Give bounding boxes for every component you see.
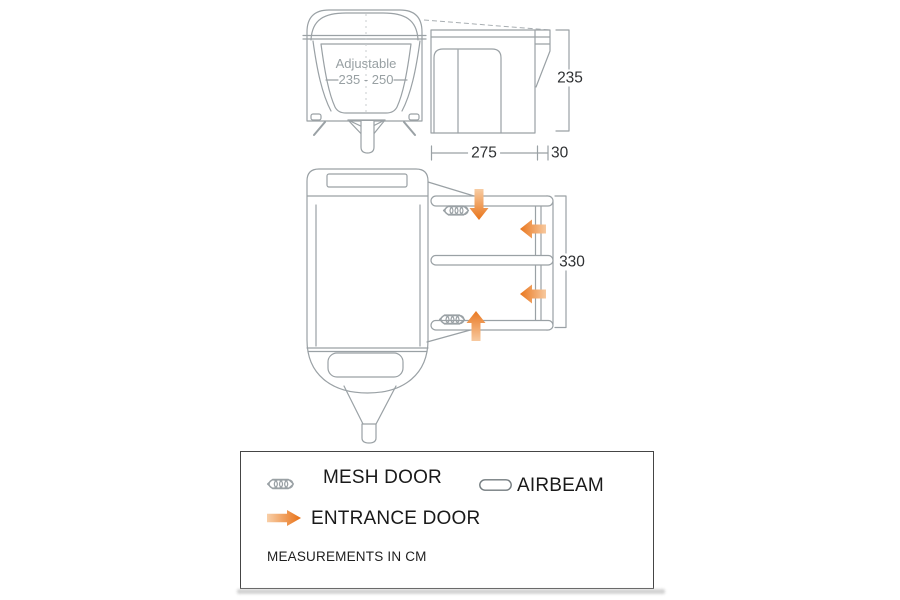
dimension-depth-value: 275 <box>468 144 500 161</box>
dimension-width-value: 330 <box>556 253 588 270</box>
mesh-door-icon-bottom <box>440 315 465 324</box>
entrance-door-icon <box>267 510 301 526</box>
caravan-rear-window <box>327 174 407 187</box>
caravan-rail-profile <box>535 30 550 87</box>
adjustable-label: Adjustable <box>335 55 397 71</box>
airbeam-label: AIRBEAM <box>517 475 604 496</box>
hitch-coupling <box>362 424 376 443</box>
awning-side-outline <box>431 30 535 133</box>
airbeam-middle <box>431 256 553 266</box>
measurements-note: MEASUREMENTS IN CM <box>267 549 427 564</box>
mesh-door-icon-top <box>444 206 469 215</box>
roofline-dashed <box>424 20 550 30</box>
mesh-door-icon <box>266 478 295 490</box>
side-view-drawing <box>424 20 569 160</box>
side-door-outline <box>434 49 501 133</box>
connection-wedge-top <box>428 182 474 196</box>
mesh-door-label: MESH DOOR <box>323 467 442 488</box>
caravan-front-window <box>328 353 403 377</box>
airbeam-bottom <box>431 321 553 331</box>
plan-view-drawing <box>307 169 566 443</box>
legend-box <box>240 451 654 589</box>
airbeam-top <box>431 196 553 206</box>
connection-wedge-bottom <box>427 329 474 342</box>
caravan-plan-outline <box>307 169 428 393</box>
dimension-height-value: 235 <box>554 69 586 86</box>
entrance-door-label: ENTRANCE DOOR <box>311 508 481 529</box>
airbeam-icon <box>479 479 512 491</box>
legend-shadow <box>237 589 665 594</box>
jockey-wheel-post <box>361 121 374 153</box>
dimension-rail-offset-value: 30 <box>551 144 569 162</box>
adjustable-range-label: 235 - 250 <box>338 71 394 87</box>
